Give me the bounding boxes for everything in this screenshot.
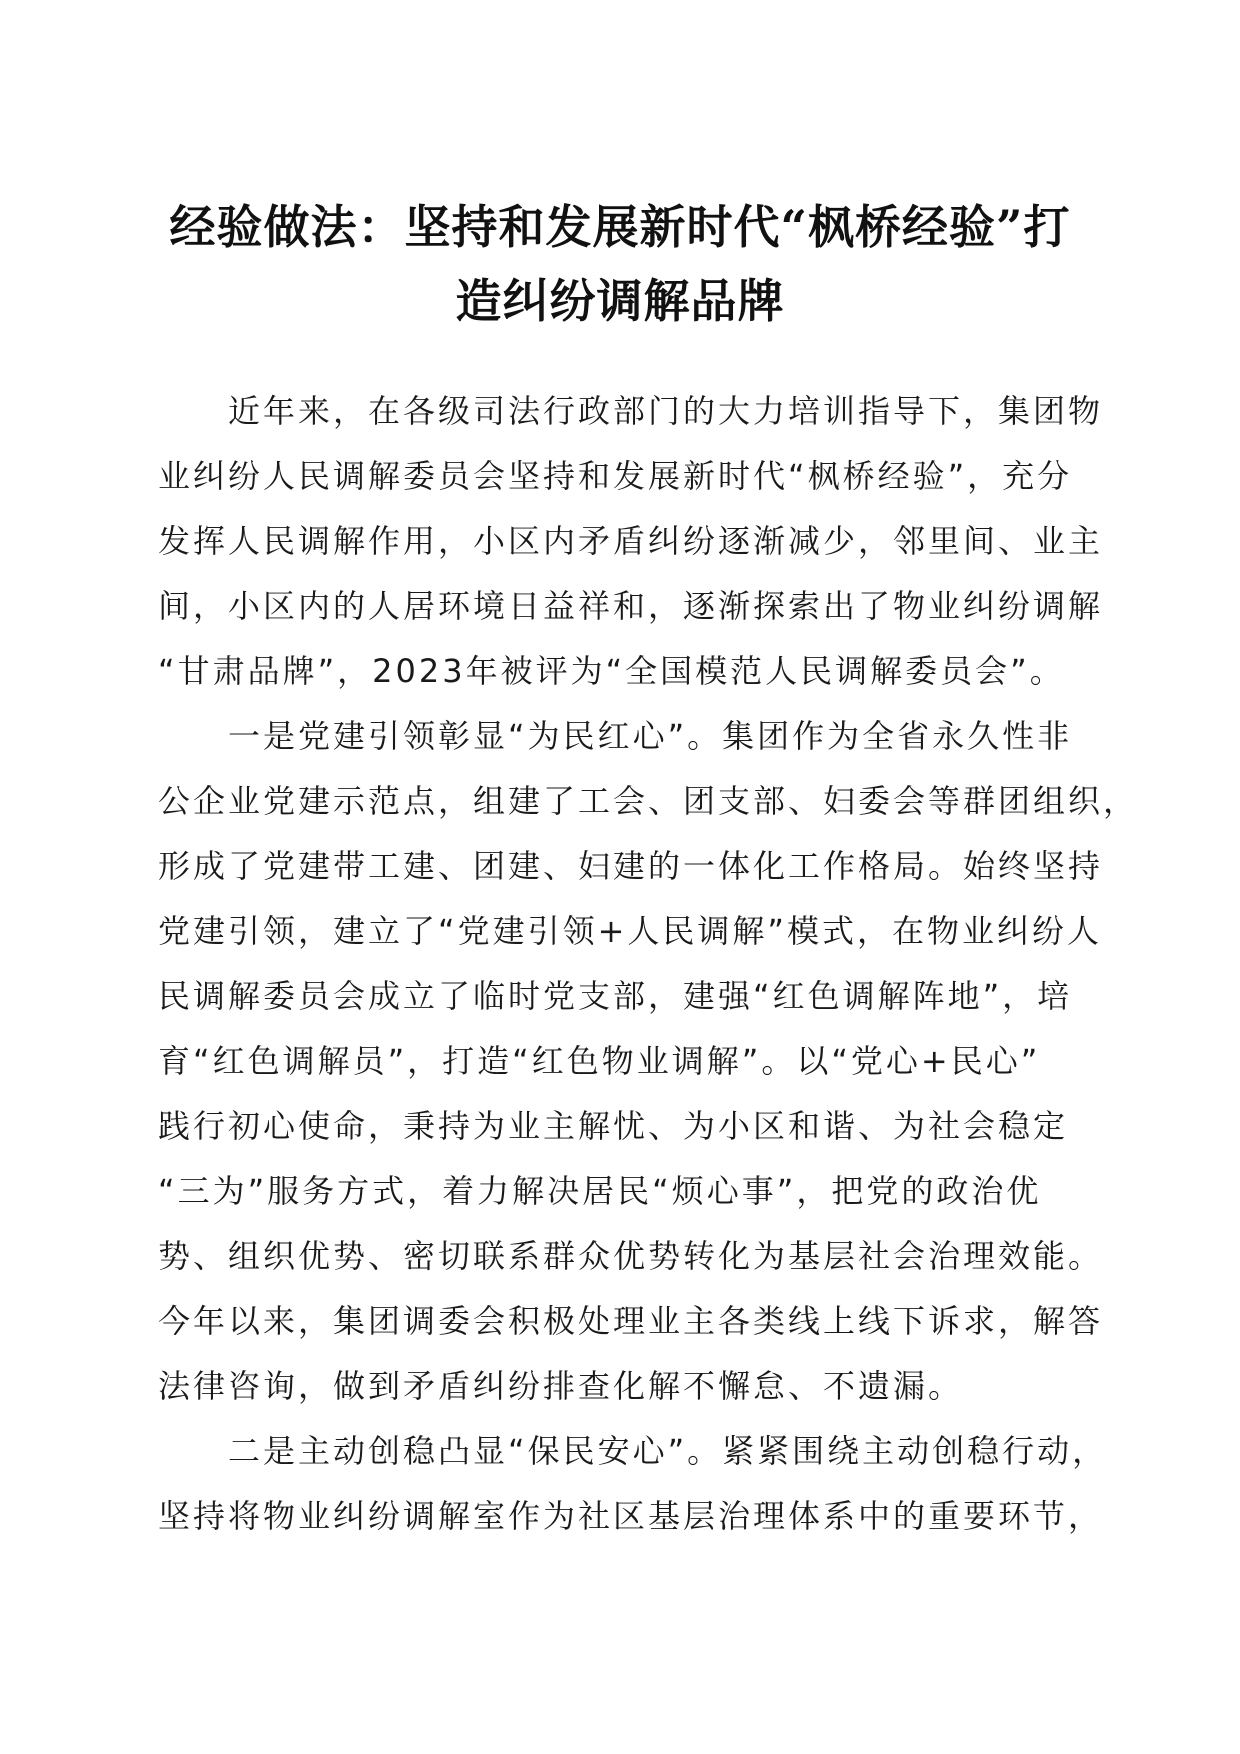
text-line: “甘肃品牌”，2023年被评为“全国模范人民调解委员会”。 xyxy=(158,652,1065,690)
text-line: 今年以来，集团调委会积极处理业主各类线上线下诉求，解答 xyxy=(158,1302,1104,1340)
text-line: 二是主动创稳凸显“保民安心”。紧紧围绕主动创稳行动， xyxy=(158,1432,1108,1470)
title-line-2: 造纠纷调解品牌 xyxy=(455,274,785,328)
document-body xyxy=(158,379,1139,1549)
paragraph-intro xyxy=(158,379,1104,704)
paragraph-party-building xyxy=(158,704,1139,1419)
paragraph-stability xyxy=(158,1419,1108,1549)
title-line-1: 经验做法：坚持和发展新时代“枫桥经验”打 xyxy=(169,200,1071,254)
text-line: 发挥人民调解作用，小区内矛盾纠纷逐渐减少，邻里间、业主 xyxy=(158,522,1104,560)
text-line: 形成了党建带工建、团建、妇建的一体化工作格局。始终坚持 xyxy=(158,847,1104,885)
text-line: 育“红色调解员”，打造“红色物业调解”。以“党心+民心” xyxy=(158,1042,1041,1080)
text-line: 公企业党建示范点，组建了工会、团支部、妇委会等群团组织， xyxy=(158,782,1139,820)
text-line: 民调解委员会成立了临时党支部，建强“红色调解阵地”，培 xyxy=(158,977,1073,1015)
text-line: 法律咨询，做到矛盾纠纷排查化解不懈怠、不遗漏。 xyxy=(158,1367,964,1405)
text-line: 践行初心使命，秉持为业主解忧、为小区和谐、为社会稳定 xyxy=(158,1107,1069,1145)
text-line: 近年来，在各级司法行政部门的大力培训指导下，集团物 xyxy=(158,392,1104,430)
text-line: 间，小区内的人居环境日益祥和，逐渐探索出了物业纠纷调解 xyxy=(158,587,1104,625)
document-title xyxy=(150,190,1090,338)
text-line: 势、组织优势、密切联系群众优势转化为基层社会治理效能。 xyxy=(158,1237,1104,1275)
text-line: 坚持将物业纠纷调解室作为社区基层治理体系中的重要环节， xyxy=(158,1497,1104,1535)
text-line: 一是党建引领彰显“为民红心”。集团作为全省永久性非 xyxy=(158,717,1073,755)
text-line: 党建引领，建立了“党建引领+人民调解”模式，在物业纠纷人 xyxy=(158,912,1102,950)
text-line: 业纠纷人民调解委员会坚持和发展新时代“枫桥经验”，充分 xyxy=(158,457,1073,495)
text-line: “三为”服务方式，着力解决居民“烦心事”，把党的政治优 xyxy=(158,1172,1042,1210)
